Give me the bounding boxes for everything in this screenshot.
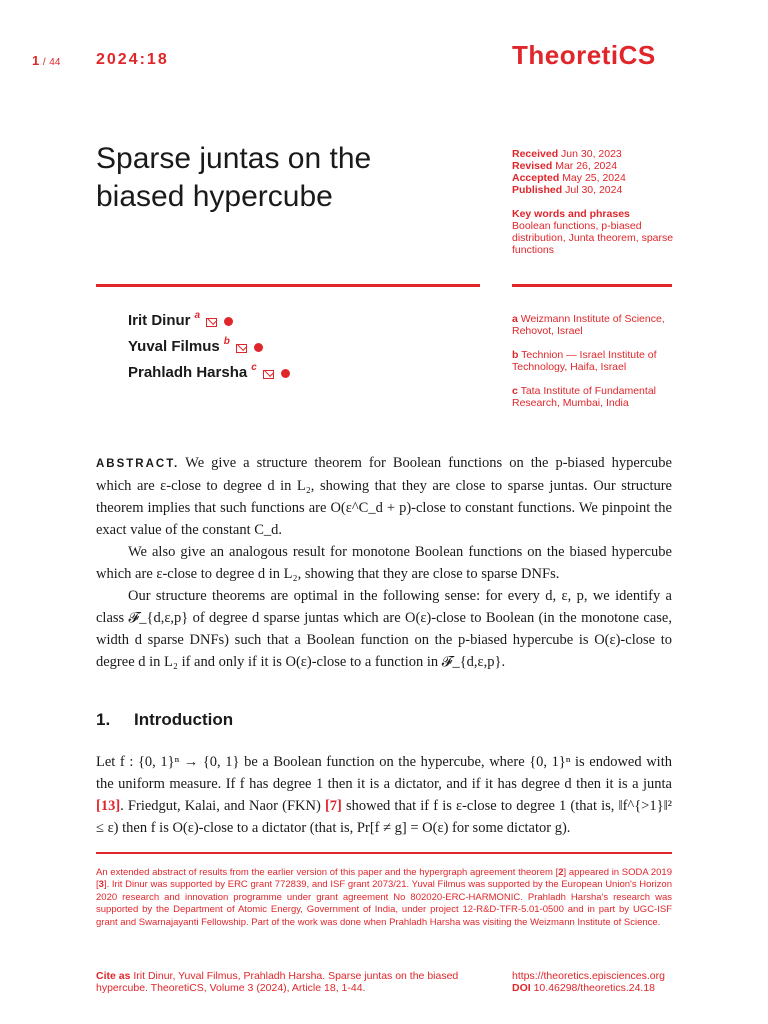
intro-paragraph [96,751,672,839]
keywords-box [512,208,682,256]
received-label: Received [512,148,559,160]
intro-text: Let f : {0, 1}ⁿ → {0, 1} be a Boolean function on the hypercube, where {0, 1}ⁿ is endowed with the uniform measure. If f has degree 1 then it is a dictator, and if it has degree d then it is a junta [96,754,672,792]
publication-dates [512,148,682,196]
affiliation-text: Technion — Israel Institute of Technology, Haifa, Israel [512,349,657,373]
orcid-icon[interactable] [281,369,290,378]
received-date: Jun 30, 2023 [561,148,622,160]
affiliation-marker: c [251,362,257,373]
citation-link[interactable]: 3 [98,879,104,891]
footnote-text: An extended abstract of results from the earlier version of this paper and the hypergraph agreement theorem [ [96,867,559,878]
section-heading [96,710,233,730]
paper-title: Sparse juntas on the biased hypercube [96,142,372,213]
citation-link[interactable]: 2 [558,867,564,878]
author-list [128,312,290,390]
volume-number: 2024:18 [96,51,169,68]
keywords-text: Boolean functions, p-biased distribution, Junta theorem, sparse functions [512,220,674,256]
abstract [96,452,672,673]
email-icon[interactable] [263,370,274,379]
author-item [128,338,290,364]
cite-as [96,970,476,994]
page-number [32,53,60,68]
article-links [512,970,682,994]
author-item [128,364,290,390]
journal-logo[interactable]: TheoretiCS [512,40,656,70]
sidebar-divider [512,284,672,287]
doi-label: DOI [512,982,531,994]
footnote [96,867,672,929]
affiliation-text: Tata Institute of Fundamental Research, Mumbai, India [512,385,656,409]
abstract-label: ABSTRACT. [96,458,180,470]
page-separator: / [42,57,46,68]
author-name[interactable]: Irit Dinur [128,312,191,329]
journal-url[interactable]: https://theoretics.episciences.org [512,970,665,982]
revised-date: Mar 26, 2024 [555,160,618,172]
affiliation-item [512,313,682,337]
affiliation-key: c [512,385,518,397]
author-name[interactable]: Yuval Filmus [128,338,220,355]
orcid-icon[interactable] [224,317,233,326]
section-title: Introduction [134,710,234,729]
citation-link[interactable]: [7] [324,798,342,814]
section-number: 1. [96,710,111,729]
revised-label: Revised [512,160,553,172]
abstract-paragraph: We also give an analogous result for monotone Boolean functions on the biased hypercube which are ε-close to degree d in L₂, showing that they are close to sparse DNFs. [96,544,672,582]
email-icon[interactable] [236,344,247,353]
affiliation-item [512,349,682,373]
accepted-date: May 25, 2024 [562,172,626,184]
affiliation-list [512,313,682,421]
accepted-label: Accepted [512,172,560,184]
footnote-divider [96,852,672,854]
affiliation-key: b [512,349,519,361]
doi-link[interactable]: 10.46298/theoretics.24.18 [533,982,656,994]
abstract-paragraph [96,452,672,541]
current-page: 1 [32,53,40,68]
total-pages: 44 [49,57,61,68]
email-icon[interactable] [206,318,217,327]
intro-text: showed that if f is ε-close to degree 1 (that is, ‖f^{>1}‖² ≤ ε) then f is O(ε)-close to a dictator (that is, Pr[f ≠ g] = O(ε) for some dictator g). [96,798,672,836]
intro-text: . Friedgut, Kalai, and Naor (FKN) [120,798,325,814]
footnote-text: ] appeared in SODA 2019 [ [96,867,672,891]
keywords-label: Key words and phrases [512,208,630,220]
published-date: Jul 30, 2024 [565,184,623,196]
abstract-paragraph: Our structure theorems are optimal in the following sense: for every d, ε, p, we identify a class 𝓕_{d,ε,p} of degree d sparse juntas which are O(ε)-close to Boolean (in the monotone case, width d sparse DNFs) such that a Boolean function on the p-biased hypercube is O(ε)-close to degree d in L₂ if and only if it is O(ε)-close to a function in 𝓕_{d,ε,p}. [96,588,672,670]
affiliation-text: Weizmann Institute of Science, Rehovot, Israel [512,313,665,337]
abstract-text-1: We give a structure theorem for Boolean functions on the p-biased hypercube which are ε-close to degree d in L₂, showing that they are close to sparse juntas. Our structure theorem implies that such functions are O(ε^C_d + p)-close to constant functions. We pinpoint the exact value of the constant C_d. [96,455,672,538]
cite-as-text: Irit Dinur, Yuval Filmus, Prahladh Harsha. Sparse juntas on the biased hypercube. TheoretiCS, Volume 3 (2024), Article 18, 1-44. [96,970,459,994]
orcid-icon[interactable] [254,343,263,352]
affiliation-item [512,385,682,409]
author-item [128,312,290,338]
affiliation-marker: b [223,336,230,347]
author-name[interactable]: Prahladh Harsha [128,364,248,381]
affiliation-key: a [512,313,518,325]
published-label: Published [512,184,563,196]
affiliation-marker: a [194,310,201,321]
title-divider [96,284,480,287]
citation-link[interactable]: [13] [96,798,121,814]
cite-as-label: Cite as [96,970,131,982]
footnote-text: ]. Irit Dinur was supported by ERC grant 772839, and ISF grant 2073/21. Yuval Filmus was supported by the European Union's Horizon 2020 research and innovation programme under grant agreement No 802020-ERC-HARMONIC. Prahladh Harsha's research was supported by the Department of Atomic Energy, Government of India, under project 12-R&D-TFR-5.01-0500 and in part by UGC-ISF grant and Swarnajayanti Fellowship. Part of the work was done when Prahladh Harsha was visiting the Weizmann Institute of Science. [96,879,672,928]
